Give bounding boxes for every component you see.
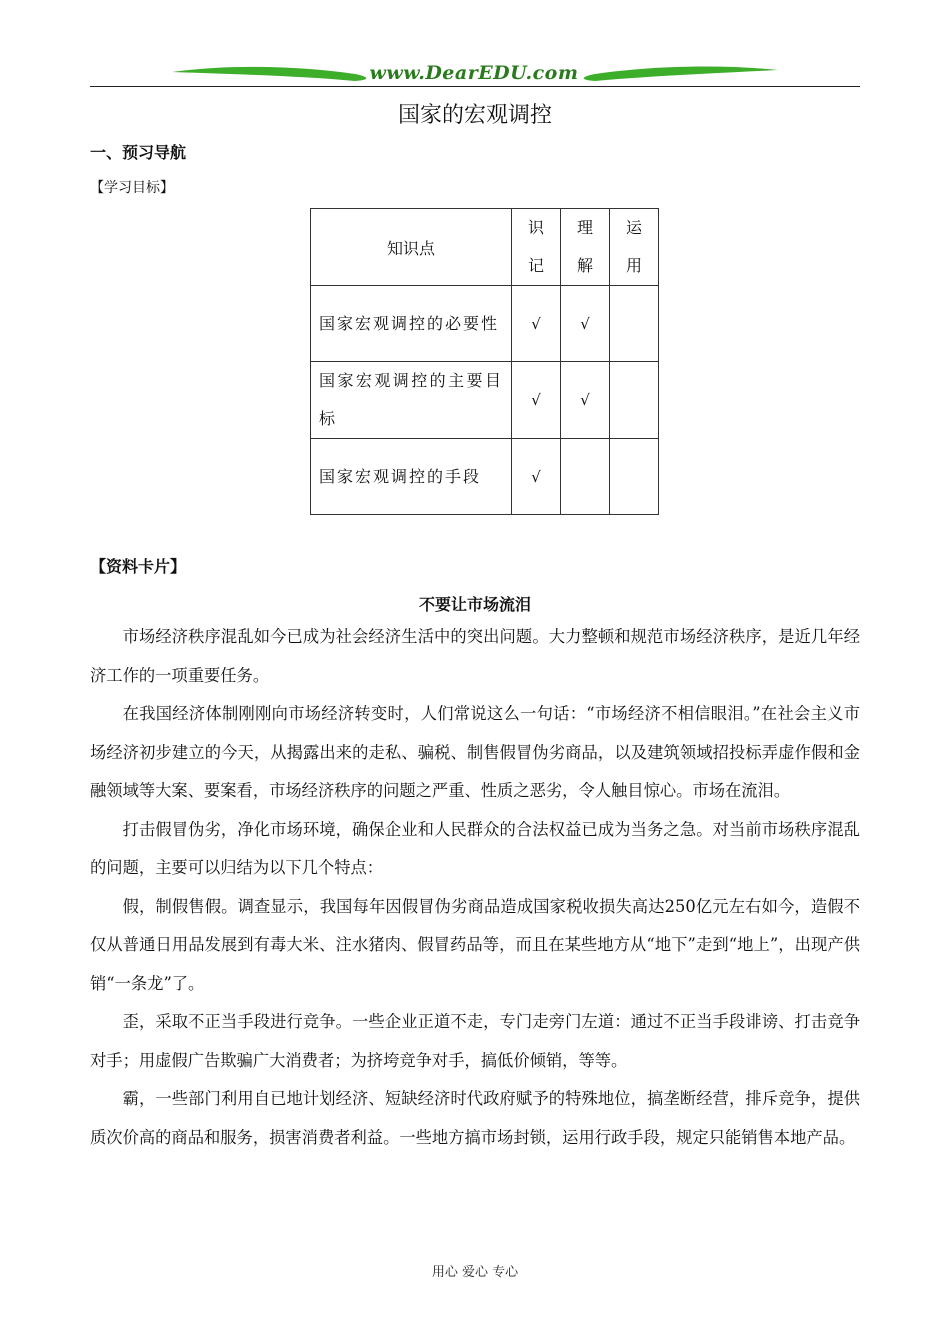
header-memorize-line2: 记 [527, 256, 544, 275]
check-understand: √ [561, 362, 610, 439]
table-row [311, 362, 659, 439]
card-heading: 【资料卡片】 [90, 557, 187, 576]
check-memorize: √ [512, 439, 561, 515]
section-heading-preview: 一、预习导航 [90, 143, 187, 162]
site-logo: www.DearEDU.com [369, 62, 579, 84]
page-footer: 用心 爱心 专心 [431, 1265, 519, 1280]
knowledge-point: 国家宏观调控的必要性 [311, 286, 512, 362]
check-memorize: √ [512, 286, 561, 362]
table-header-row [311, 209, 659, 286]
check-memorize: √ [512, 362, 561, 439]
article-body [90, 618, 860, 1157]
knowledge-point: 国家宏观调控的手段 [311, 439, 512, 515]
check-apply [610, 362, 659, 439]
article-title: 不要让市场流泪 [418, 595, 531, 614]
header-memorize [512, 209, 561, 286]
header-rule [90, 86, 860, 87]
article-paragraph: 歪，采取不正当手段进行竞争。一些企业正道不走，专门走旁门左道：通过不正当手段诽谤、打击竞争对手；用虚假广告欺骗广大消费者；为挤垮竞争对手，搞低价倾销，等等。 [90, 1012, 860, 1070]
document-title: 国家的宏观调控 [397, 103, 552, 128]
table-row [311, 286, 659, 362]
header-apply-line2: 用 [625, 256, 642, 275]
header-understand-line1: 理 [576, 218, 593, 237]
article-paragraph: 假，制假售假。调查显示，我国每年因假冒伪劣商品造成国家税收损失高达250亿元左右如今，造假不仅从普通日用品发展到有毒大米、注水猪肉、假冒药品等，而且在某些地方从“地下”走到“地上”，出现产供销“一条龙”了。 [90, 896, 860, 993]
table-row [311, 439, 659, 515]
check-apply [610, 286, 659, 362]
header-apply-line1: 运 [625, 218, 642, 237]
header-apply [610, 209, 659, 286]
header-understand [561, 209, 610, 286]
article-paragraph: 打击假冒伪劣，净化市场环境，确保企业和人民群众的合法权益已成为当务之急。对当前市场秩序混乱的问题，主要可以归结为以下几个特点： [90, 819, 860, 877]
header-knowledge: 知识点 [311, 209, 512, 286]
check-apply [610, 439, 659, 515]
objectives-table [310, 208, 659, 515]
check-understand: √ [561, 286, 610, 362]
objectives-label: 【学习目标】 [90, 180, 174, 196]
article-paragraph: 霸，一些部门利用自已地计划经济、短缺经济时代政府赋予的特殊地位，搞垄断经营，排斥竞争，提供质次价高的商品和服务，损害消费者利益。一些地方搞市场封锁，运用行政手段，规定只能销售本地产品。 [90, 1089, 860, 1147]
check-understand [561, 439, 610, 515]
header-understand-line2: 解 [576, 256, 593, 275]
article-paragraph: 在我国经济体制刚刚向市场经济转变时，人们常说这么一句话：“市场经济不相信眼泪。”在社会主义市场经济初步建立的今天，从揭露出来的走私、骗税、制售假冒伪劣商品，以及建筑领域招投标弄虚作假和金融领域等大案、要案看，市场经济秩序的问题之严重、性质之恶劣，令人触目惊心。市场在流泪。 [90, 704, 860, 800]
header-memorize-line1: 识 [527, 218, 544, 237]
article-paragraph: 市场经济秩序混乱如今已成为社会经济生活中的突出问题。大力整顿和规范市场经济秩序，是近几年经济工作的一项重要任务。 [90, 627, 860, 685]
knowledge-point: 国家宏观调控的主要目标 [311, 362, 512, 439]
